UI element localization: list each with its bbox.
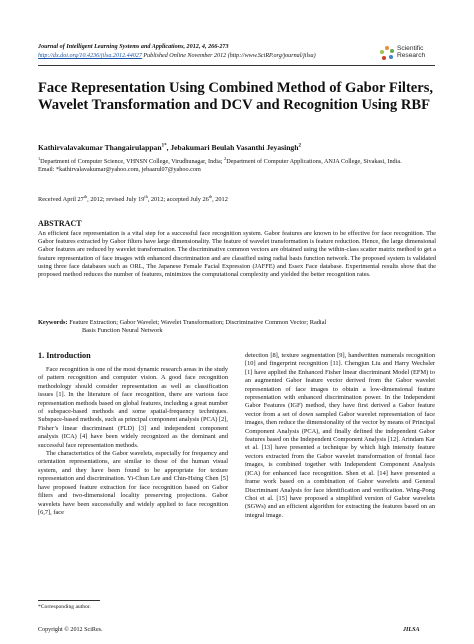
publisher-logo bbox=[379, 44, 441, 64]
journal-doi-line bbox=[38, 53, 316, 59]
logo-text-line1: Scientific bbox=[397, 45, 424, 52]
affiliation-1: Department of Computer Science, VHNSN College, Virudhunagar, India; bbox=[40, 158, 225, 166]
accepted-sup: th bbox=[208, 194, 213, 199]
column-right bbox=[245, 352, 435, 520]
section-heading: 1. Introduction bbox=[38, 351, 91, 360]
accepted-year: , 2012 bbox=[212, 196, 228, 204]
paragraph: The characteristics of the Gabor wavelets, especially for frequency and orientation representations, are similar to those of the human visual system, and they have been found to be appropriate for texture representation and discrimination. Yi-Chun Lee and Chin-Hsing Chen [5] have proposed feature extraction for face recognition based on Gabor filters and two-dimensional locality preserving projections. Gabor wavelets have been successfully and widely applied to face recognition [6,7], face bbox=[38, 450, 228, 516]
author-1: Kathirvalavakumar Thangairulappan bbox=[38, 143, 162, 152]
keywords-label: Keywords: bbox=[38, 319, 68, 326]
keywords bbox=[38, 319, 436, 335]
email-line: Email: *kathirvalavakumar@yahoo.com, jebaarul07@yahoo.com bbox=[38, 165, 201, 173]
affil-1-mark: 1 bbox=[38, 156, 41, 161]
affil-2-mark: 2 bbox=[224, 156, 227, 161]
footnote-divider bbox=[38, 600, 100, 601]
affiliation-line bbox=[38, 155, 438, 166]
received-sup: th bbox=[83, 194, 88, 199]
abstract-text: An efficient face representation is a vital step for a successful face recognition system. Gabor features are known to be effective for face recognition. The Gabor features extracted by Gabor filters have large dimensionality. The feature of wavelet transformation is feature reduction. Hence, the large dimensional Gabor features are reduced by wavelet transformation. The discriminative common vectors are obtained using the within-class scatter matrix method to get a feature representation of face images with enhanced discrimination and are classified using radial basis function network. The proposed system is validated using three face databases such as ORL, The Japanese Female Facial Expression (JAFFE) and Essex Face database. Experimental results show that the proposed method reduces the number of features, minimizes the computational complexity and yielded the better recognition rates. bbox=[38, 230, 436, 279]
author-1-mark: 1* bbox=[161, 143, 167, 149]
received-date: Received April 27 bbox=[38, 196, 84, 204]
journal-citation: Journal of Intelligent Learning Systems and Applications, 2012, 4, 266-273 bbox=[38, 44, 229, 50]
logo-text-line2: Research bbox=[397, 52, 426, 60]
header-divider bbox=[38, 65, 435, 66]
keywords-list-cont: Basis Function Neural Network bbox=[82, 327, 163, 335]
revised-sup: th bbox=[144, 194, 148, 199]
column-left bbox=[38, 366, 228, 517]
paragraph: detection [8], texture segmentation [9], handwritten numerals recognition [10] and fingerprint recognition [11]. Chengjun Liu and Harry Wechsler [1] have applied the Enhanced Fisher linear discriminant Model (EFM) to an augmented Gabor feature vector derived from the Gabor wavelet representation of face images to obtain a low-dimensional feature representation with enhanced discrimination power. In the Independent Gabor Features (IGF) method, they have first derived a Gabor feature vector from a set of down sampled Gabor wavelet representation of face images, then reduce the dimensionality of the vector by means of Principal Component Analysis (PCA), and finally defined the independent Gabor features based on the Independent Component Analysis [12]. Arindam Kar et al. [13] have presented a technique by which high intensity feature vectors extracted from the Gabor wavelet transformation of frontal face images, is combined together with Independent Component Analysis (ICA) for enhanced face recognition. Shen et al. [14] have presented a frame work based on a combination of Gabor wavelets and General Discriminant Analysis for face identification and verification. Wing-Pong Choi et al. [15] have proposed a simplified version of Gabor wavelets (SGWs) and an efficient algorithm for extracting the features based on an integral image. bbox=[245, 352, 435, 519]
footnote: *Corresponding author. bbox=[38, 604, 91, 610]
author-2-mark: 2 bbox=[298, 143, 301, 149]
published-info: Published Online November 2012 (http://www.SciRP.org/journal/jilsa) bbox=[141, 53, 316, 59]
received-dates bbox=[38, 194, 228, 203]
revised-date: , 2012; revised July 19 bbox=[87, 196, 145, 204]
copyright: Copyright © 2012 SciRes. bbox=[38, 627, 103, 633]
scirp-logo-icon bbox=[379, 45, 395, 61]
author-line bbox=[38, 143, 301, 152]
doi-link[interactable]: http://dx.doi.org/10.4236/jilsa.2012.44027 bbox=[38, 53, 142, 59]
paper-title: Face Representation Using Combined Method of Gabor Filters, Wavelet Transformation and DCV and Recognition Using RBF bbox=[38, 80, 434, 114]
accepted-date: , 2012; accepted July 26 bbox=[147, 196, 209, 204]
affiliations bbox=[38, 155, 438, 173]
paragraph: Face recognition is one of the most dynamic research areas in the study of pattern recognition and computer vision. A good face recognition methodology should consider representation as well as classification issues [1]. In the literature of face recognition, there are various face representation methods based on global features, including a great number of subspace-based methods and some spatial-frequency techniques. Subspace-based methods, such as principal component analysis (PCA) [2], Fisher’s linear discriminant (FLD) [3] and independent component analysis (ICA) [4] have been widely recognized as the dominant and successful face representation methods. bbox=[38, 366, 228, 449]
journal-abbreviation: JILSA bbox=[403, 627, 420, 633]
author-2: , Jebakumari Beulah Vasanthi Jeyasingh bbox=[166, 143, 299, 152]
affiliation-2: Department of Computer Applications, ANJA College, Sivakasi, India. bbox=[226, 158, 402, 166]
abstract-heading: ABSTRACT bbox=[38, 219, 82, 228]
keywords-list: Feature Extraction; Gabor Wavelet; Wavelet Transformation; Discriminative Common Vector; Radial bbox=[67, 319, 327, 326]
